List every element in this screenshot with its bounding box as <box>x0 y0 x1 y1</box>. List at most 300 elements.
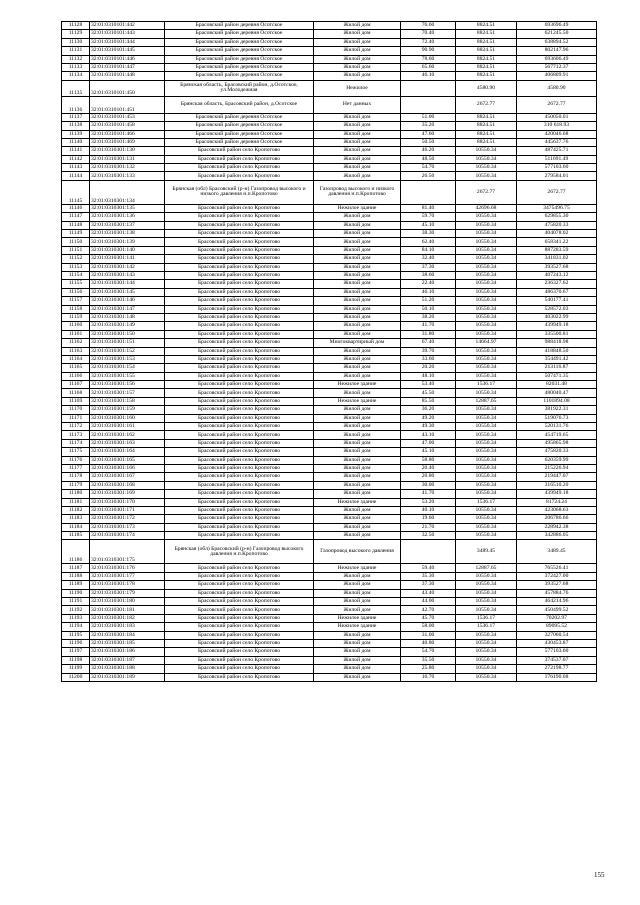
cell-address: Брасовский район деревня Осотское <box>165 47 314 55</box>
cell-cadastral-number: 32:01:0310301:160 <box>90 414 165 422</box>
cell-object-type: Жилой дом <box>314 113 401 121</box>
cell-address: Брасовский район село Кропотово <box>165 648 314 656</box>
cell-cadastral-value: 316510.20 <box>517 481 597 489</box>
cell-specific-value: 8824.51 <box>456 130 517 138</box>
cell-object-type: Жилой дом <box>314 532 401 540</box>
cell-cadastral-value: 450050.01 <box>517 113 597 121</box>
table-row <box>62 22 597 30</box>
cell-cadastral-number: 32:01:0310301:175 <box>90 540 165 564</box>
cell-object-type: Нежилое здание <box>314 498 401 506</box>
cell-cadastral-value: 4580.90 <box>517 80 597 97</box>
cell-row-number: 11134 <box>62 72 90 80</box>
cell-cadastral-value: 393527.68 <box>517 263 597 271</box>
cell-specific-value: 10550.34 <box>456 439 517 447</box>
cell-cadastral-number: 32:01:0310301:182 <box>90 614 165 622</box>
cell-cadastral-value: 82031.48 <box>517 381 597 389</box>
cell-cadastral-number: 32:01:0310301:158 <box>90 397 165 405</box>
cell-cadastral-number: 32:01:0310301:132 <box>90 164 165 172</box>
cell-cadastral-number: 32:01:0310301:130 <box>90 147 165 155</box>
cell-area: 44.00 <box>401 598 456 606</box>
table-row <box>62 581 597 589</box>
cell-address: Брасовский район село Кропотово <box>165 523 314 531</box>
cell-address: Брасовский район деревня Осотское <box>165 130 314 138</box>
cell-object-type: Нежилое здание <box>314 623 401 631</box>
cell-object-type: Жилой дом <box>314 246 401 254</box>
cell-row-number: 11132 <box>62 55 90 63</box>
cell-area <box>401 180 456 204</box>
cell-area: 26.50 <box>401 172 456 180</box>
cell-area: 45.70 <box>401 614 456 622</box>
cell-address: Брасовский район деревня Осотское <box>165 63 314 71</box>
cell-row-number: 11140 <box>62 138 90 146</box>
cell-row-number: 11164 <box>62 355 90 363</box>
cell-cadastral-value: 620359.99 <box>517 456 597 464</box>
cell-cadastral-number: 32:01:0310301:188 <box>90 665 165 673</box>
cell-address: Брасовский район село Кропотово <box>165 355 314 363</box>
cell-specific-value: 8824.51 <box>456 47 517 55</box>
cell-area: 43.10 <box>401 431 456 439</box>
cell-specific-value: 10550.34 <box>456 473 517 481</box>
cell-row-number: 11189 <box>62 581 90 589</box>
cell-cadastral-value: 89095.52 <box>517 623 597 631</box>
cell-row-number: 11151 <box>62 246 90 254</box>
table-row <box>62 147 597 155</box>
cell-cadastral-number: 32:01:0310101:448 <box>90 72 165 80</box>
cell-row-number: 11184 <box>62 523 90 531</box>
cell-object-type: Жилой дом <box>314 147 401 155</box>
cell-cadastral-value: 327060.54 <box>517 631 597 639</box>
cell-cadastral-value: 475820.33 <box>517 448 597 456</box>
cell-cadastral-number: 32:01:0310301:170 <box>90 498 165 506</box>
cell-specific-value: 10550.34 <box>456 347 517 355</box>
table-row <box>62 397 597 405</box>
cell-address: Брасовский район село Кропотово <box>165 414 314 422</box>
cell-address: Брасовский район село Кропотово <box>165 263 314 271</box>
cell-address: Брасовский район село Кропотово <box>165 623 314 631</box>
cell-address: Брасовский район село Кропотово <box>165 665 314 673</box>
cell-object-type: Жилой дом <box>314 473 401 481</box>
cell-object-type: Нежилое <box>314 80 401 97</box>
cell-object-type: Жилой дом <box>314 55 401 63</box>
cell-area: 45.10 <box>401 448 456 456</box>
cell-specific-value: 10550.34 <box>456 213 517 221</box>
cell-specific-value: 10550.34 <box>456 155 517 163</box>
cell-address: Брасовский район село Кропотово <box>165 164 314 172</box>
cell-area: 45.50 <box>401 389 456 397</box>
cell-address: Брянская (обл) Брасовский (р-н) Газопровод высокого давления н.п.Кропотово <box>165 540 314 564</box>
cell-area: 58.00 <box>401 623 456 631</box>
cell-address: Брасовский район село Кропотово <box>165 238 314 246</box>
cell-specific-value: 10550.34 <box>456 598 517 606</box>
cell-object-type: Жилой дом <box>314 423 401 431</box>
cell-address: Брасовский район село Кропотово <box>165 439 314 447</box>
cell-object-type: Жилой дом <box>314 305 401 313</box>
cell-area: 35.50 <box>401 656 456 664</box>
cell-cadastral-value: 445637.76 <box>517 138 597 146</box>
cell-row-number: 11181 <box>62 498 90 506</box>
table-row <box>62 47 597 55</box>
table-row <box>62 97 597 114</box>
cell-cadastral-number: 32:01:0310101:458 <box>90 122 165 130</box>
cell-object-type: Жилой дом <box>314 130 401 138</box>
cell-address: Брасовский район село Кропотово <box>165 204 314 212</box>
cell-specific-value: 8824.51 <box>456 138 517 146</box>
cell-specific-value: 10550.34 <box>456 313 517 321</box>
cell-area: 19.60 <box>401 515 456 523</box>
cell-row-number: 11188 <box>62 572 90 580</box>
cell-cadastral-number: 32:01:0310301:171 <box>90 506 165 514</box>
cell-row-number: 11195 <box>62 631 90 639</box>
table-row <box>62 665 597 673</box>
cell-area: 37.30 <box>401 581 456 589</box>
table-row <box>62 280 597 288</box>
cell-cadastral-value: 507471.35 <box>517 372 597 380</box>
cell-object-type: Жилой дом <box>314 506 401 514</box>
cell-object-type: Жилой дом <box>314 581 401 589</box>
cell-cadastral-value: 272198.77 <box>517 665 597 673</box>
cell-object-type: Жилой дом <box>314 355 401 363</box>
table-row <box>62 122 597 130</box>
cell-area: 38.30 <box>401 230 456 238</box>
cell-row-number: 11191 <box>62 598 90 606</box>
cell-object-type: Жилой дом <box>314 372 401 380</box>
cell-row-number: 11183 <box>62 515 90 523</box>
cell-row-number: 11159 <box>62 313 90 321</box>
cell-cadastral-number: 32:01:0310301:138 <box>90 230 165 238</box>
cell-cadastral-number: 32:01:0310301:157 <box>90 389 165 397</box>
table-row <box>62 631 597 639</box>
cell-address: Брасовский район село Кропотово <box>165 606 314 614</box>
cell-cadastral-number: 32:01:0310101:450 <box>90 80 165 97</box>
cell-address: Брасовский район село Кропотово <box>165 673 314 681</box>
cell-row-number: 11187 <box>62 564 90 572</box>
cell-cadastral-value: 341831.02 <box>517 255 597 263</box>
cell-row-number: 11200 <box>62 673 90 681</box>
cell-area: 46.10 <box>401 72 456 80</box>
table-row <box>62 623 597 631</box>
cell-specific-value: 10550.34 <box>456 515 517 523</box>
cell-object-type: Жилой дом <box>314 22 401 30</box>
cell-address: Брасовский район село Кропотово <box>165 364 314 372</box>
page-number: 155 <box>594 871 605 879</box>
cell-row-number: 11193 <box>62 614 90 622</box>
table-row <box>62 640 597 648</box>
cell-address: Брасовский район село Кропотово <box>165 589 314 597</box>
table-row <box>62 540 597 564</box>
cell-area: 32.50 <box>401 532 456 540</box>
cell-cadastral-value: 335500.81 <box>517 330 597 338</box>
cell-specific-value: 10550.34 <box>456 673 517 681</box>
cell-area: 90.90 <box>401 47 456 55</box>
cell-area: 47.00 <box>401 439 456 447</box>
cell-object-type: Жилой дом <box>314 406 401 414</box>
table-row <box>62 456 597 464</box>
cell-cadastral-number: 32:01:0310301:139 <box>90 238 165 246</box>
cell-area: 85.50 <box>401 397 456 405</box>
cell-area: 35.30 <box>401 572 456 580</box>
cell-cadastral-number: 32:01:0310301:140 <box>90 246 165 254</box>
table-row <box>62 180 597 204</box>
cell-area: 51.00 <box>401 113 456 121</box>
cell-cadastral-value: 475820.33 <box>517 221 597 229</box>
cell-area <box>401 97 456 114</box>
cell-object-type: Жилой дом <box>314 280 401 288</box>
cell-address: Брасовский район село Кропотово <box>165 221 314 229</box>
cell-row-number: 11129 <box>62 30 90 38</box>
cell-row-number: 11131 <box>62 47 90 55</box>
cell-area: 81.40 <box>401 204 456 212</box>
cell-cadastral-value: 439949.18 <box>517 322 597 330</box>
cell-specific-value: 8824.51 <box>456 38 517 46</box>
cell-area <box>401 80 456 97</box>
cell-specific-value: 10550.34 <box>456 456 517 464</box>
cell-cadastral-number: 32:01:0310301:161 <box>90 423 165 431</box>
cell-row-number: 11179 <box>62 481 90 489</box>
cell-cadastral-value: 486370.67 <box>517 288 597 296</box>
cell-address: Брасовский район деревня Осотское <box>165 38 314 46</box>
cell-area: 38.20 <box>401 313 456 321</box>
cell-object-type: Жилой дом <box>314 30 401 38</box>
cell-cadastral-number: 32:01:0310101:451 <box>90 97 165 114</box>
cell-cadastral-number: 32:01:0310101:469 <box>90 138 165 146</box>
table-row <box>62 305 597 313</box>
cell-cadastral-number: 32:01:0310301:143 <box>90 271 165 279</box>
cell-row-number: 11196 <box>62 640 90 648</box>
cell-cadastral-value: 310 618.93 <box>517 122 597 130</box>
table-row <box>62 389 597 397</box>
cell-object-type: Многоквартирный дом <box>314 339 401 347</box>
cell-area: 50.10 <box>401 305 456 313</box>
cell-cadastral-value: 439949.18 <box>517 490 597 498</box>
cell-cadastral-number: 32:01:0310301:141 <box>90 255 165 263</box>
cell-address: Брасовский район деревня Осотское <box>165 138 314 146</box>
cell-address: Брасовский район село Кропотово <box>165 347 314 355</box>
cell-area: 78.60 <box>401 55 456 63</box>
cell-cadastral-number: 32:01:0310301:135 <box>90 204 165 212</box>
cell-cadastral-number: 32:01:0310101:443 <box>90 30 165 38</box>
table-row <box>62 598 597 606</box>
table-row <box>62 138 597 146</box>
table-row <box>62 80 597 97</box>
table-row <box>62 372 597 380</box>
cell-address: Брасовский район село Кропотово <box>165 423 314 431</box>
cell-cadastral-number: 32:01:0310301:178 <box>90 581 165 589</box>
cell-specific-value: 10550.34 <box>456 297 517 305</box>
cell-cadastral-number: 32:01:0310301:185 <box>90 640 165 648</box>
cell-object-type: Жилой дом <box>314 164 401 172</box>
cell-row-number: 11143 <box>62 164 90 172</box>
cell-cadastral-number: 32:01:0310301:169 <box>90 490 165 498</box>
cell-specific-value: 10550.34 <box>456 263 517 271</box>
cell-cadastral-value: 520131.76 <box>517 423 597 431</box>
cell-row-number: 11175 <box>62 448 90 456</box>
cell-specific-value: 10550.34 <box>456 490 517 498</box>
table-row <box>62 355 597 363</box>
cell-cadastral-value: 480040.47 <box>517 389 597 397</box>
cell-row-number: 11176 <box>62 456 90 464</box>
cell-area: 49.20 <box>401 414 456 422</box>
cell-cadastral-number: 32:01:0310301:151 <box>90 339 165 347</box>
cell-cadastral-number: 32:01:0310301:147 <box>90 305 165 313</box>
table-row <box>62 164 597 172</box>
cell-object-type: Жилой дом <box>314 72 401 80</box>
cell-cadastral-value: 457884.76 <box>517 589 597 597</box>
cell-cadastral-number: 32:01:0310301:180 <box>90 598 165 606</box>
cell-object-type: Жилой дом <box>314 47 401 55</box>
cell-area: 70.40 <box>401 30 456 38</box>
table-row <box>62 339 597 347</box>
table-row <box>62 313 597 321</box>
cell-area: 20.80 <box>401 473 456 481</box>
cell-cadastral-value: 215226.94 <box>517 464 597 472</box>
cell-cadastral-value: 454719.65 <box>517 431 597 439</box>
cell-specific-value: 10550.34 <box>456 631 517 639</box>
cell-object-type: Нежилое здание <box>314 381 401 389</box>
cell-row-number: 11137 <box>62 113 90 121</box>
cell-specific-value: 12887.65 <box>456 397 517 405</box>
table-row <box>62 673 597 681</box>
cell-cadastral-value: 577103.60 <box>517 164 597 172</box>
cell-address: Брасовский район село Кропотово <box>165 381 314 389</box>
cell-cadastral-number: 32:01:0310301:177 <box>90 572 165 580</box>
table-row <box>62 464 597 472</box>
cell-cadastral-number: 32:01:0310301:142 <box>90 263 165 271</box>
cell-address: Брасовский район село Кропотово <box>165 498 314 506</box>
cell-object-type: Нежилое здание <box>314 564 401 572</box>
cell-cadastral-value: 2672.77 <box>517 180 597 204</box>
cell-cadastral-number: 32:01:0310301:163 <box>90 439 165 447</box>
cell-cadastral-value: 3489.45 <box>517 540 597 564</box>
table-row <box>62 172 597 180</box>
cell-address: Брасовский район село Кропотово <box>165 246 314 254</box>
cell-row-number: 11149 <box>62 230 90 238</box>
cell-row-number: 11177 <box>62 464 90 472</box>
cell-object-type: Нежилое здание <box>314 614 401 622</box>
cell-specific-value: 10550.34 <box>456 280 517 288</box>
cell-address: Брасовский район село Кропотово <box>165 172 314 180</box>
cell-address: Брасовский район село Кропотово <box>165 598 314 606</box>
cell-row-number: 11155 <box>62 280 90 288</box>
cell-specific-value: 10550.34 <box>456 532 517 540</box>
cell-specific-value: 10550.34 <box>456 255 517 263</box>
cell-row-number: 11166 <box>62 372 90 380</box>
cell-row-number: 11182 <box>62 506 90 514</box>
cell-cadastral-value: 403022.99 <box>517 313 597 321</box>
cell-area: 32.40 <box>401 255 456 263</box>
table-row <box>62 263 597 271</box>
cell-object-type: Жилой дом <box>314 572 401 580</box>
cell-object-type: Жилой дом <box>314 271 401 279</box>
cell-cadastral-value: 1101894.08 <box>517 397 597 405</box>
cell-address: Брасовский район село Кропотово <box>165 448 314 456</box>
cell-specific-value: 8824.51 <box>456 72 517 80</box>
cell-cadastral-number: 32:01:0310301:166 <box>90 464 165 472</box>
cell-address: Брасовский район село Кропотово <box>165 330 314 338</box>
cell-cadastral-value: 219447.07 <box>517 473 597 481</box>
cell-object-type: Жилой дом <box>314 456 401 464</box>
cell-row-number: 11141 <box>62 147 90 155</box>
cell-cadastral-value: 406809.91 <box>517 72 597 80</box>
cell-row-number: 11169 <box>62 397 90 405</box>
cell-address: Брасовский район деревня Осотское <box>165 122 314 130</box>
cell-row-number: 11145 <box>62 180 90 204</box>
cell-object-type: Жилой дом <box>314 288 401 296</box>
cell-row-number: 11163 <box>62 347 90 355</box>
cell-address: Брасовский район село Кропотово <box>165 288 314 296</box>
cell-cadastral-number: 32:01:0310301:159 <box>90 406 165 414</box>
cell-area: 36.20 <box>401 406 456 414</box>
cell-cadastral-value: 236327.62 <box>517 280 597 288</box>
cell-object-type: Жилой дом <box>314 606 401 614</box>
cell-address: Брянская область, Брасовский район, д.Осотское, ул.Молодежная <box>165 80 314 97</box>
cell-row-number: 11150 <box>62 238 90 246</box>
cell-area: 43.40 <box>401 589 456 597</box>
cell-specific-value: 10550.34 <box>456 322 517 330</box>
register-sheet <box>61 21 575 682</box>
cell-row-number: 11154 <box>62 271 90 279</box>
cell-area: 33.60 <box>401 355 456 363</box>
cell-address: Брасовский район село Кропотово <box>165 280 314 288</box>
cell-cadastral-number: 32:01:0310301:179 <box>90 589 165 597</box>
cell-row-number: 11167 <box>62 381 90 389</box>
cell-specific-value: 10550.34 <box>456 230 517 238</box>
table-row <box>62 439 597 447</box>
cell-object-type: Нет данных <box>314 97 401 114</box>
cell-specific-value: 1536.17 <box>456 381 517 389</box>
cell-address: Брасовский район село Кропотово <box>165 481 314 489</box>
cell-object-type: Жилой дом <box>314 213 401 221</box>
cell-specific-value: 10550.34 <box>456 372 517 380</box>
cell-cadastral-number: 32:01:0310101:453 <box>90 113 165 121</box>
cell-cadastral-number: 32:01:0310301:187 <box>90 656 165 664</box>
cell-address: Брасовский район село Кропотово <box>165 456 314 464</box>
cell-address: Брасовский район деревня Осотское <box>165 113 314 121</box>
cell-object-type: Жилой дом <box>314 523 401 531</box>
cell-row-number: 11198 <box>62 656 90 664</box>
cell-cadastral-number: 32:01:0310301:186 <box>90 648 165 656</box>
cell-cadastral-number: 32:01:0310301:172 <box>90 515 165 523</box>
cell-row-number: 11172 <box>62 423 90 431</box>
cell-address: Брянская область, Брасовский район, д.Осотское <box>165 97 314 114</box>
cell-address: Брасовский район деревня Осотское <box>165 30 314 38</box>
cell-specific-value: 8824.51 <box>456 113 517 121</box>
cell-row-number: 11168 <box>62 389 90 397</box>
cell-cadastral-value: 418848.50 <box>517 347 597 355</box>
cell-object-type: Жилой дом <box>314 38 401 46</box>
cell-address: Брасовский район село Кропотово <box>165 506 314 514</box>
cell-object-type: Жилой дом <box>314 221 401 229</box>
cell-area: 31.80 <box>401 330 456 338</box>
cell-area: 30.00 <box>401 481 456 489</box>
cell-address: Брасовский район село Кропотово <box>165 397 314 405</box>
cell-address: Брасовский район село Кропотово <box>165 564 314 572</box>
table-row <box>62 55 597 63</box>
cell-cadastral-number: 32:01:0310301:181 <box>90 606 165 614</box>
table-row <box>62 322 597 330</box>
table-row <box>62 614 597 622</box>
table-row <box>62 473 597 481</box>
cell-specific-value: 10550.34 <box>456 481 517 489</box>
cell-area: 54.70 <box>401 648 456 656</box>
table-row <box>62 515 597 523</box>
cell-object-type: Жилой дом <box>314 490 401 498</box>
table-row <box>62 506 597 514</box>
cell-object-type: Жилой дом <box>314 439 401 447</box>
cell-row-number: 11194 <box>62 623 90 631</box>
cell-area: 22.40 <box>401 280 456 288</box>
cell-cadastral-value: 228942.38 <box>517 523 597 531</box>
cell-cadastral-value: 693606.49 <box>517 55 597 63</box>
